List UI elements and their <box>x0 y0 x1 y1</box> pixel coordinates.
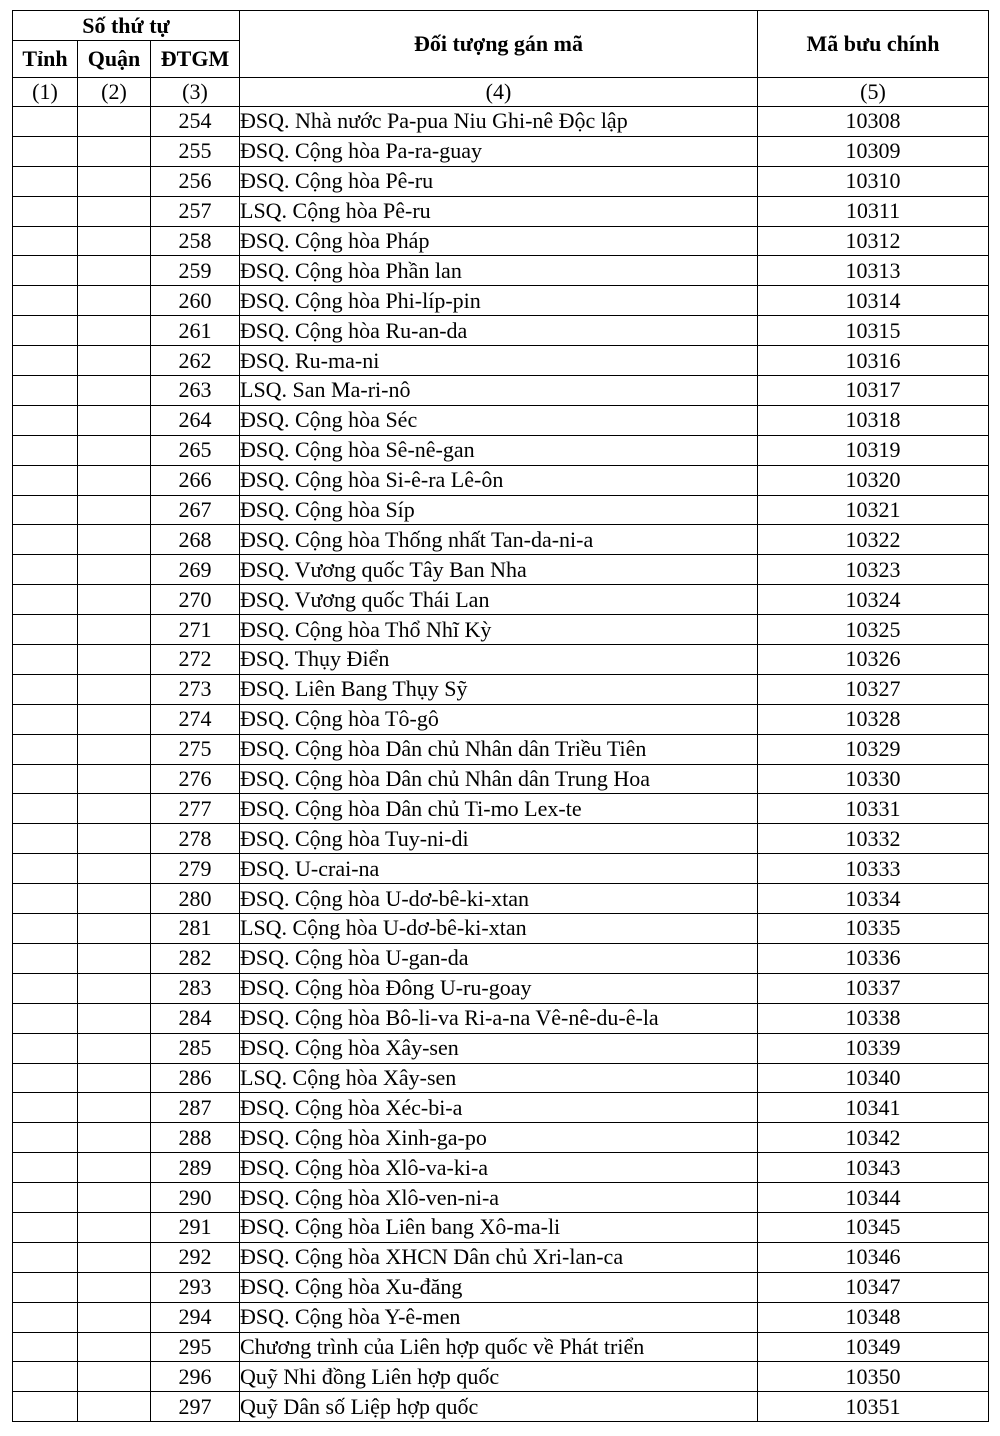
cell-postcode: 10347 <box>758 1272 989 1302</box>
cell-dtgm: 273 <box>151 674 240 704</box>
cell-tinh <box>13 1212 78 1242</box>
cell-quan <box>78 346 151 376</box>
cell-quan <box>78 914 151 944</box>
table-row <box>13 525 989 555</box>
table-row <box>13 854 989 884</box>
table-row <box>13 435 989 465</box>
cell-tinh <box>13 226 78 256</box>
cell-object-name: ĐSQ. Cộng hòa Xéc-bi-a <box>240 1093 758 1123</box>
cell-dtgm: 287 <box>151 1093 240 1123</box>
cell-tinh <box>13 704 78 734</box>
cell-tinh <box>13 1153 78 1183</box>
table-row <box>13 286 989 316</box>
table-row <box>13 1392 989 1422</box>
cell-quan <box>78 645 151 675</box>
cell-object-name: ĐSQ. Cộng hòa Síp <box>240 495 758 525</box>
cell-dtgm: 278 <box>151 824 240 854</box>
cell-quan <box>78 1302 151 1332</box>
table-row <box>13 1332 989 1362</box>
cell-postcode: 10330 <box>758 764 989 794</box>
cell-object-name: ĐSQ. Cộng hòa Pa-ra-guay <box>240 136 758 166</box>
cell-postcode: 10341 <box>758 1093 989 1123</box>
column-number: (3) <box>151 78 240 107</box>
cell-tinh <box>13 1033 78 1063</box>
cell-postcode: 10321 <box>758 495 989 525</box>
cell-object-name: ĐSQ. Cộng hòa Phần lan <box>240 256 758 286</box>
cell-quan <box>78 256 151 286</box>
table-row <box>13 495 989 525</box>
cell-tinh <box>13 1302 78 1332</box>
header-dtgm: ĐTGM <box>151 41 240 78</box>
cell-dtgm: 262 <box>151 346 240 376</box>
cell-object-name: ĐSQ. Cộng hòa Tuy-ni-di <box>240 824 758 854</box>
table-row <box>13 405 989 435</box>
cell-dtgm: 269 <box>151 555 240 585</box>
cell-postcode: 10320 <box>758 465 989 495</box>
cell-tinh <box>13 1093 78 1123</box>
cell-object-name: ĐSQ. Cộng hòa Tô-gô <box>240 704 758 734</box>
table-row <box>13 1302 989 1332</box>
cell-quan <box>78 1242 151 1272</box>
cell-postcode: 10309 <box>758 136 989 166</box>
cell-quan <box>78 495 151 525</box>
table-row <box>13 1153 989 1183</box>
cell-object-name: ĐSQ. Cộng hòa U-gan-da <box>240 943 758 973</box>
table-row <box>13 1123 989 1153</box>
cell-postcode: 10349 <box>758 1332 989 1362</box>
cell-postcode: 10342 <box>758 1123 989 1153</box>
cell-postcode: 10316 <box>758 346 989 376</box>
cell-object-name: LSQ. Cộng hòa Pê-ru <box>240 196 758 226</box>
cell-dtgm: 296 <box>151 1362 240 1392</box>
cell-postcode: 10351 <box>758 1392 989 1422</box>
table-row <box>13 794 989 824</box>
cell-postcode: 10345 <box>758 1212 989 1242</box>
cell-dtgm: 271 <box>151 615 240 645</box>
cell-dtgm: 268 <box>151 525 240 555</box>
cell-quan <box>78 1212 151 1242</box>
table-row <box>13 764 989 794</box>
cell-tinh <box>13 674 78 704</box>
cell-tinh <box>13 525 78 555</box>
cell-postcode: 10323 <box>758 555 989 585</box>
table-row <box>13 196 989 226</box>
cell-postcode: 10326 <box>758 645 989 675</box>
cell-quan <box>78 674 151 704</box>
cell-object-name: ĐSQ. Cộng hòa U-dơ-bê-ki-xtan <box>240 884 758 914</box>
header-postcode: Mã bưu chính <box>758 11 989 78</box>
cell-dtgm: 284 <box>151 1003 240 1033</box>
cell-dtgm: 289 <box>151 1153 240 1183</box>
cell-tinh <box>13 286 78 316</box>
cell-tinh <box>13 1362 78 1392</box>
cell-tinh <box>13 1123 78 1153</box>
cell-quan <box>78 1362 151 1392</box>
cell-object-name: ĐSQ. Cộng hòa Dân chủ Nhân dân Trung Hoa <box>240 764 758 794</box>
cell-quan <box>78 465 151 495</box>
cell-quan <box>78 1153 151 1183</box>
cell-postcode: 10333 <box>758 854 989 884</box>
cell-dtgm: 293 <box>151 1272 240 1302</box>
cell-tinh <box>13 585 78 615</box>
cell-postcode: 10324 <box>758 585 989 615</box>
table-row <box>13 1242 989 1272</box>
cell-dtgm: 275 <box>151 734 240 764</box>
cell-object-name: ĐSQ. Cộng hòa Xu-đăng <box>240 1272 758 1302</box>
cell-tinh <box>13 854 78 884</box>
cell-quan <box>78 884 151 914</box>
cell-object-name: ĐSQ. Cộng hòa Sê-nê-gan <box>240 435 758 465</box>
cell-dtgm: 270 <box>151 585 240 615</box>
cell-tinh <box>13 1242 78 1272</box>
cell-quan <box>78 107 151 137</box>
cell-tinh <box>13 405 78 435</box>
cell-tinh <box>13 1003 78 1033</box>
table-row <box>13 704 989 734</box>
cell-object-name: ĐSQ. Cộng hòa Y-ê-men <box>240 1302 758 1332</box>
column-number: (4) <box>240 78 758 107</box>
cell-dtgm: 272 <box>151 645 240 675</box>
cell-quan <box>78 435 151 465</box>
cell-object-name: ĐSQ. Vương quốc Tây Ban Nha <box>240 555 758 585</box>
cell-quan <box>78 734 151 764</box>
cell-postcode: 10317 <box>758 376 989 406</box>
cell-object-name: ĐSQ. Liên Bang Thụy Sỹ <box>240 674 758 704</box>
cell-dtgm: 290 <box>151 1183 240 1213</box>
table-row <box>13 674 989 704</box>
cell-dtgm: 297 <box>151 1392 240 1422</box>
table-row <box>13 734 989 764</box>
cell-tinh <box>13 645 78 675</box>
cell-object-name: ĐSQ. Cộng hòa Thống nhất Tan-da-ni-a <box>240 525 758 555</box>
cell-tinh <box>13 495 78 525</box>
cell-dtgm: 274 <box>151 704 240 734</box>
table-row <box>13 1272 989 1302</box>
cell-quan <box>78 794 151 824</box>
table-row <box>13 1063 989 1093</box>
cell-postcode: 10335 <box>758 914 989 944</box>
cell-postcode: 10327 <box>758 674 989 704</box>
cell-quan <box>78 1063 151 1093</box>
column-number: (2) <box>78 78 151 107</box>
cell-object-name: ĐSQ. Thụy Điển <box>240 645 758 675</box>
cell-quan <box>78 525 151 555</box>
cell-quan <box>78 1332 151 1362</box>
cell-quan <box>78 286 151 316</box>
cell-tinh <box>13 615 78 645</box>
cell-postcode: 10325 <box>758 615 989 645</box>
cell-postcode: 10332 <box>758 824 989 854</box>
cell-tinh <box>13 943 78 973</box>
cell-tinh <box>13 1332 78 1362</box>
table-row <box>13 1033 989 1063</box>
cell-quan <box>78 764 151 794</box>
table-row <box>13 1362 989 1392</box>
table-row <box>13 166 989 196</box>
cell-quan <box>78 196 151 226</box>
cell-tinh <box>13 166 78 196</box>
cell-tinh <box>13 734 78 764</box>
group-header-order: Số thứ tự <box>13 11 240 41</box>
cell-postcode: 10311 <box>758 196 989 226</box>
cell-dtgm: 291 <box>151 1212 240 1242</box>
cell-dtgm: 281 <box>151 914 240 944</box>
cell-quan <box>78 824 151 854</box>
table-row <box>13 316 989 346</box>
cell-quan <box>78 136 151 166</box>
cell-postcode: 10328 <box>758 704 989 734</box>
header-quan: Quận <box>78 41 151 78</box>
cell-tinh <box>13 256 78 286</box>
cell-quan <box>78 1093 151 1123</box>
cell-quan <box>78 1033 151 1063</box>
cell-tinh <box>13 914 78 944</box>
cell-tinh <box>13 136 78 166</box>
cell-postcode: 10322 <box>758 525 989 555</box>
cell-object-name: ĐSQ. Cộng hòa Phi-líp-pin <box>240 286 758 316</box>
table-row <box>13 465 989 495</box>
cell-object-name: Quỹ Nhi đồng Liên hợp quốc <box>240 1362 758 1392</box>
table-row <box>13 615 989 645</box>
cell-object-name: ĐSQ. Vương quốc Thái Lan <box>240 585 758 615</box>
cell-quan <box>78 316 151 346</box>
cell-postcode: 10340 <box>758 1063 989 1093</box>
cell-quan <box>78 555 151 585</box>
cell-object-name: ĐSQ. Cộng hòa Si-ê-ra Lê-ôn <box>240 465 758 495</box>
cell-tinh <box>13 376 78 406</box>
cell-object-name: ĐSQ. Cộng hòa Ru-an-da <box>240 316 758 346</box>
cell-dtgm: 286 <box>151 1063 240 1093</box>
cell-dtgm: 283 <box>151 973 240 1003</box>
cell-dtgm: 279 <box>151 854 240 884</box>
cell-dtgm: 292 <box>151 1242 240 1272</box>
header-tinh: Tỉnh <box>13 41 78 78</box>
cell-dtgm: 266 <box>151 465 240 495</box>
cell-dtgm: 258 <box>151 226 240 256</box>
column-number-row <box>13 78 989 107</box>
cell-object-name: ĐSQ. Cộng hòa XHCN Dân chủ Xri-lan-ca <box>240 1242 758 1272</box>
cell-dtgm: 295 <box>151 1332 240 1362</box>
cell-quan <box>78 405 151 435</box>
cell-postcode: 10312 <box>758 226 989 256</box>
cell-postcode: 10343 <box>758 1153 989 1183</box>
cell-postcode: 10337 <box>758 973 989 1003</box>
table-row <box>13 346 989 376</box>
cell-postcode: 10314 <box>758 286 989 316</box>
cell-object-name: ĐSQ. Cộng hòa Séc <box>240 405 758 435</box>
table-row <box>13 376 989 406</box>
table-row <box>13 1212 989 1242</box>
cell-postcode: 10350 <box>758 1362 989 1392</box>
cell-tinh <box>13 1063 78 1093</box>
cell-dtgm: 285 <box>151 1033 240 1063</box>
cell-quan <box>78 973 151 1003</box>
cell-postcode: 10319 <box>758 435 989 465</box>
cell-postcode: 10310 <box>758 166 989 196</box>
cell-object-name: ĐSQ. Cộng hòa Thổ Nhĩ Kỳ <box>240 615 758 645</box>
cell-dtgm: 288 <box>151 1123 240 1153</box>
column-number: (5) <box>758 78 989 107</box>
table-row <box>13 824 989 854</box>
cell-object-name: ĐSQ. Cộng hòa Đông U-ru-goay <box>240 973 758 1003</box>
cell-dtgm: 282 <box>151 943 240 973</box>
cell-tinh <box>13 196 78 226</box>
cell-dtgm: 294 <box>151 1302 240 1332</box>
table-row <box>13 914 989 944</box>
cell-quan <box>78 585 151 615</box>
cell-postcode: 10329 <box>758 734 989 764</box>
cell-dtgm: 277 <box>151 794 240 824</box>
cell-dtgm: 261 <box>151 316 240 346</box>
cell-tinh <box>13 884 78 914</box>
cell-object-name: ĐSQ. Nhà nước Pa-pua Niu Ghi-nê Độc lập <box>240 107 758 137</box>
cell-object-name: LSQ. Cộng hòa U-dơ-bê-ki-xtan <box>240 914 758 944</box>
cell-tinh <box>13 764 78 794</box>
cell-object-name: LSQ. San Ma-ri-nô <box>240 376 758 406</box>
table-row <box>13 256 989 286</box>
cell-dtgm: 264 <box>151 405 240 435</box>
cell-dtgm: 265 <box>151 435 240 465</box>
cell-tinh <box>13 465 78 495</box>
cell-tinh <box>13 435 78 465</box>
cell-dtgm: 255 <box>151 136 240 166</box>
cell-quan <box>78 704 151 734</box>
table-row <box>13 107 989 137</box>
cell-quan <box>78 1183 151 1213</box>
cell-quan <box>78 376 151 406</box>
cell-object-name: ĐSQ. Cộng hòa Dân chủ Ti-mo Lex-te <box>240 794 758 824</box>
cell-quan <box>78 166 151 196</box>
cell-object-name: Quỹ Dân số Liệp hợp quốc <box>240 1392 758 1422</box>
postcode-table <box>12 10 989 1422</box>
column-number: (1) <box>13 78 78 107</box>
cell-quan <box>78 1272 151 1302</box>
cell-object-name: ĐSQ. U-crai-na <box>240 854 758 884</box>
cell-object-name: ĐSQ. Cộng hòa Xlô-va-ki-a <box>240 1153 758 1183</box>
cell-tinh <box>13 1272 78 1302</box>
cell-object-name: ĐSQ. Cộng hòa Pháp <box>240 226 758 256</box>
table-row <box>13 973 989 1003</box>
cell-tinh <box>13 316 78 346</box>
cell-quan <box>78 943 151 973</box>
table-row <box>13 136 989 166</box>
cell-postcode: 10348 <box>758 1302 989 1332</box>
table-row <box>13 884 989 914</box>
cell-tinh <box>13 1183 78 1213</box>
cell-dtgm: 257 <box>151 196 240 226</box>
cell-dtgm: 256 <box>151 166 240 196</box>
table-row <box>13 226 989 256</box>
cell-object-name: ĐSQ. Cộng hòa Xây-sen <box>240 1033 758 1063</box>
cell-postcode: 10313 <box>758 256 989 286</box>
table-row <box>13 1093 989 1123</box>
cell-object-name: ĐSQ. Cộng hòa Dân chủ Nhân dân Triều Tiên <box>240 734 758 764</box>
cell-quan <box>78 1123 151 1153</box>
cell-tinh <box>13 824 78 854</box>
table-row <box>13 555 989 585</box>
table-row <box>13 943 989 973</box>
cell-postcode: 10336 <box>758 943 989 973</box>
cell-tinh <box>13 555 78 585</box>
cell-object-name: ĐSQ. Ru-ma-ni <box>240 346 758 376</box>
table-row <box>13 1183 989 1213</box>
cell-postcode: 10308 <box>758 107 989 137</box>
table-row <box>13 585 989 615</box>
cell-tinh <box>13 346 78 376</box>
cell-quan <box>78 226 151 256</box>
cell-quan <box>78 854 151 884</box>
cell-postcode: 10331 <box>758 794 989 824</box>
cell-dtgm: 259 <box>151 256 240 286</box>
cell-object-name: ĐSQ. Cộng hòa Pê-ru <box>240 166 758 196</box>
cell-quan <box>78 1003 151 1033</box>
cell-dtgm: 280 <box>151 884 240 914</box>
cell-object-name: ĐSQ. Cộng hòa Xlô-ven-ni-a <box>240 1183 758 1213</box>
cell-tinh <box>13 1392 78 1422</box>
cell-object-name: ĐSQ. Cộng hòa Liên bang Xô-ma-li <box>240 1212 758 1242</box>
cell-postcode: 10338 <box>758 1003 989 1033</box>
cell-tinh <box>13 107 78 137</box>
cell-postcode: 10346 <box>758 1242 989 1272</box>
cell-quan <box>78 1392 151 1422</box>
cell-dtgm: 254 <box>151 107 240 137</box>
cell-object-name: LSQ. Cộng hòa Xây-sen <box>240 1063 758 1093</box>
cell-dtgm: 276 <box>151 764 240 794</box>
table-row <box>13 1003 989 1033</box>
cell-dtgm: 267 <box>151 495 240 525</box>
header-object: Đối tượng gán mã <box>240 11 758 78</box>
cell-object-name: Chương trình của Liên hợp quốc về Phát triển <box>240 1332 758 1362</box>
cell-postcode: 10344 <box>758 1183 989 1213</box>
cell-object-name: ĐSQ. Cộng hòa Xinh-ga-po <box>240 1123 758 1153</box>
cell-object-name: ĐSQ. Cộng hòa Bô-li-va Ri-a-na Vê-nê-du-ê-la <box>240 1003 758 1033</box>
cell-tinh <box>13 794 78 824</box>
cell-postcode: 10315 <box>758 316 989 346</box>
cell-quan <box>78 615 151 645</box>
cell-postcode: 10334 <box>758 884 989 914</box>
cell-dtgm: 263 <box>151 376 240 406</box>
cell-dtgm: 260 <box>151 286 240 316</box>
cell-tinh <box>13 973 78 1003</box>
table-row <box>13 645 989 675</box>
cell-postcode: 10339 <box>758 1033 989 1063</box>
cell-postcode: 10318 <box>758 405 989 435</box>
